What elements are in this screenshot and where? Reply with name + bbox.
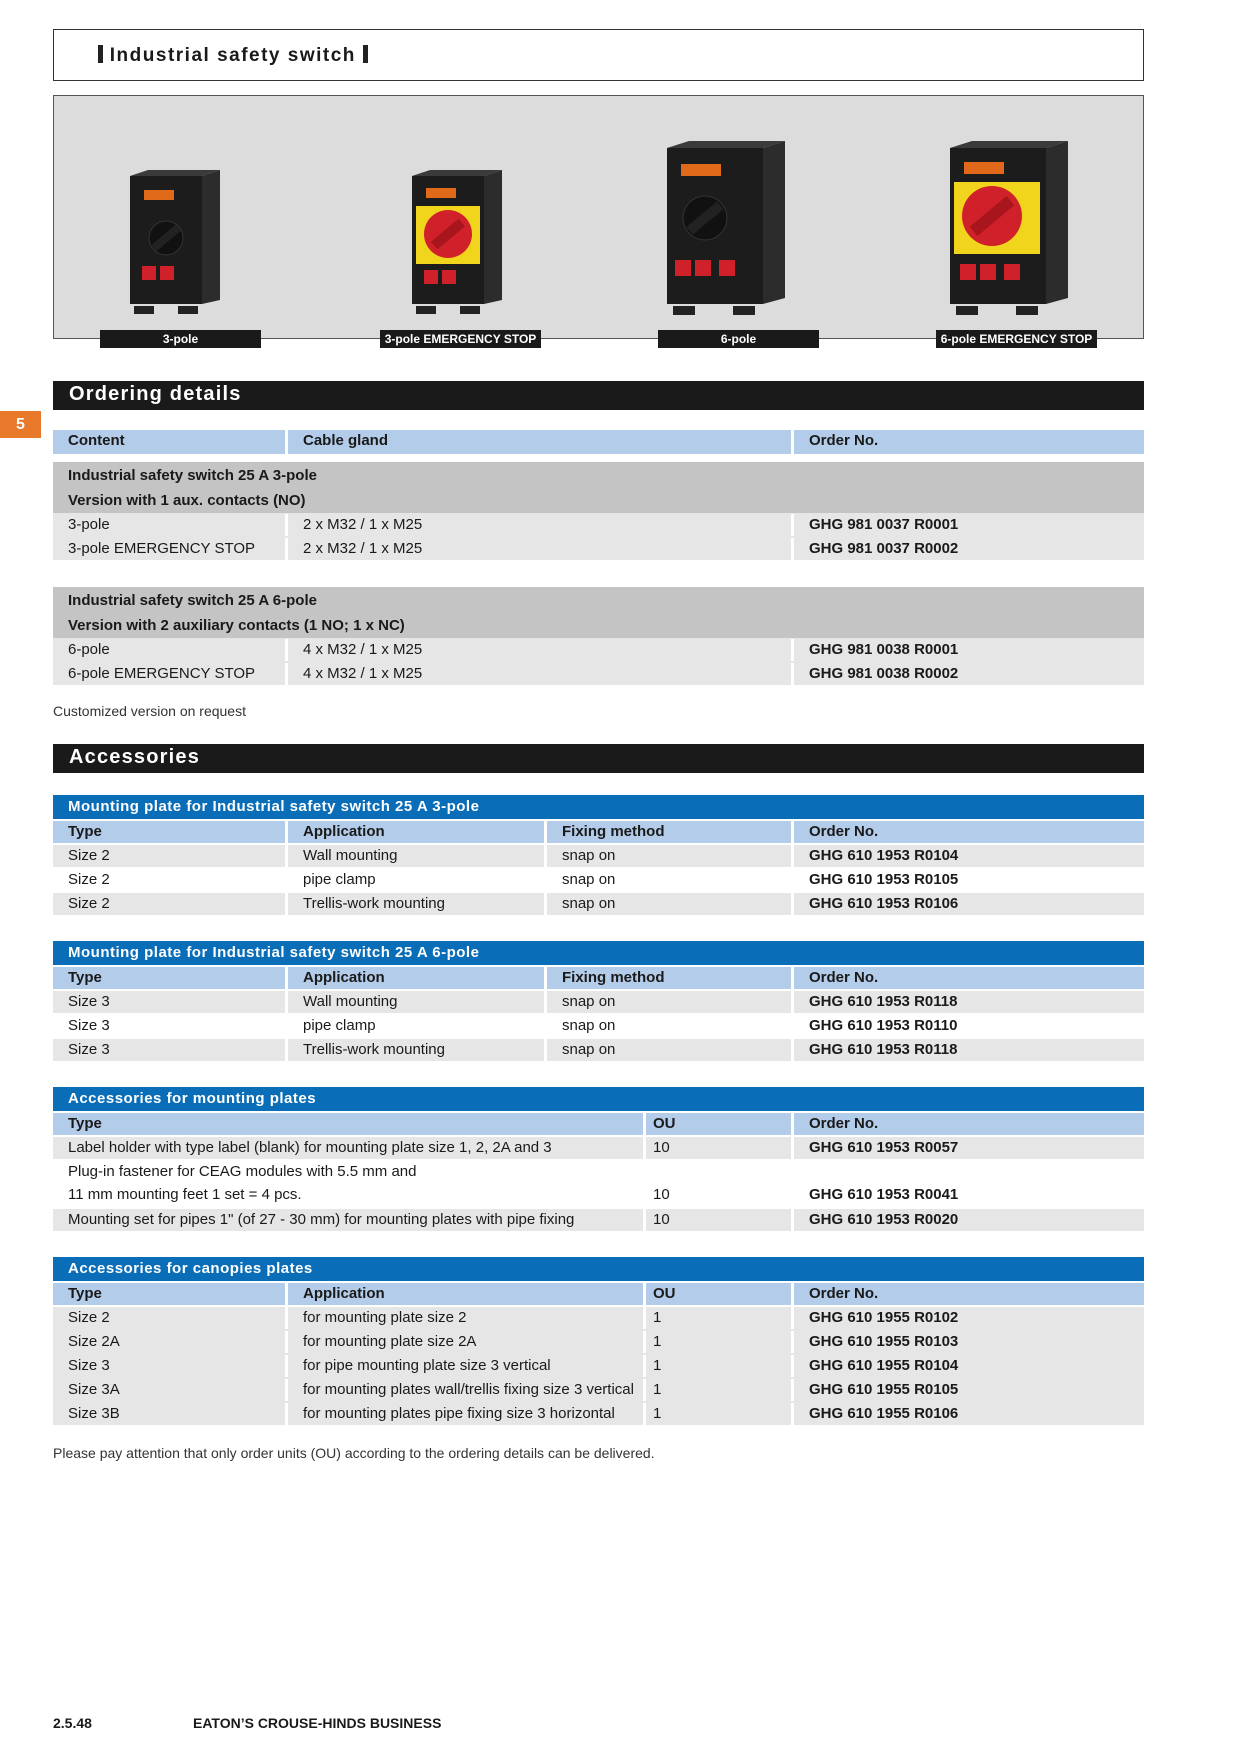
switch-3pole-emergency-image [404, 166, 509, 316]
cell-application: pipe clamp [285, 1015, 544, 1037]
column-header: Application [285, 821, 544, 843]
cell-ou: 10 [643, 1184, 791, 1206]
cell-application: for mounting plate size 2A [285, 1331, 643, 1353]
cell-cable-gland: 2 x M32 / 1 x M25 [285, 514, 791, 536]
table-row [53, 1379, 1144, 1401]
table-row [53, 1403, 1144, 1425]
cell-fixing: snap on [544, 869, 791, 891]
cell-type: Size 3B [68, 1405, 120, 1422]
table-row [53, 1209, 1144, 1231]
cell-order-no: GHG 610 1953 R0104 [791, 845, 1144, 867]
subtable-title [53, 1087, 1144, 1111]
cell-order-no: GHG 610 1953 R0105 [791, 869, 1144, 891]
cell-type: Size 3 [68, 1017, 110, 1034]
cell-order-no: GHG 610 1953 R0020 [791, 1209, 1144, 1231]
cell-application: Trellis-work mounting [285, 1039, 544, 1061]
column-header: Fixing method [544, 967, 791, 989]
product-label: 3-pole EMERGENCY STOP [380, 330, 541, 348]
group-subtitle-text: Version with 2 auxiliary contacts (1 NO; 1 x NC) [68, 617, 405, 634]
column-header: Content [68, 432, 125, 449]
cell-order-no: GHG 981 0037 R0001 [791, 514, 1144, 536]
cell-type: Size 2 [68, 895, 110, 912]
cell-ou: 10 [643, 1137, 791, 1159]
column-header: Type [68, 1285, 102, 1302]
product-label: 3-pole [100, 330, 261, 348]
cell-order-no: GHG 610 1953 R0118 [791, 1039, 1144, 1061]
column-header: OU [643, 1113, 791, 1135]
cell-fixing: snap on [544, 991, 791, 1013]
column-header: Order No. [791, 821, 1144, 843]
cell-order-no: GHG 610 1955 R0104 [791, 1355, 1144, 1377]
table-row [53, 514, 1144, 536]
group-title-text: Industrial safety switch 25 A 3-pole [68, 467, 317, 484]
title-box [53, 29, 1144, 81]
column-header: Application [285, 967, 544, 989]
table-row [53, 893, 1144, 915]
table-row [53, 991, 1144, 1013]
table-row [53, 1039, 1144, 1061]
column-header: Type [68, 823, 102, 840]
group-subtitle [53, 614, 1144, 638]
subtable-title-text: Mounting plate for Industrial safety switch 25 A 6-pole [68, 944, 480, 961]
table-row [53, 1355, 1144, 1377]
cell-order-no: GHG 610 1953 R0106 [791, 893, 1144, 915]
group-title-text: Industrial safety switch 25 A 6-pole [68, 592, 317, 609]
cell-ou: 1 [643, 1355, 791, 1377]
switch-3pole-image [122, 166, 227, 316]
cell-order-no: GHG 610 1953 R0118 [791, 991, 1144, 1013]
table-row [53, 663, 1144, 685]
cell-type: Size 3 [68, 993, 110, 1010]
chapter-tab: 5 [0, 411, 41, 438]
cell-ou: 1 [643, 1403, 791, 1425]
table-row [53, 869, 1144, 891]
product-label: 6-pole [658, 330, 819, 348]
column-header: Type [68, 969, 102, 986]
switch-6pole-image [659, 136, 794, 316]
custom-note: Customized version on request [53, 703, 246, 719]
cell-cable-gland: 4 x M32 / 1 x M25 [285, 639, 791, 661]
cell-ou: 10 [643, 1209, 791, 1231]
cell-fixing: snap on [544, 893, 791, 915]
cell-order-no: GHG 610 1955 R0106 [791, 1403, 1144, 1425]
table-row [53, 538, 1144, 560]
cell-content: 6-pole EMERGENCY STOP [68, 665, 256, 682]
cell-order-no: GHG 981 0037 R0002 [791, 538, 1144, 560]
subtable-title [53, 795, 1144, 819]
cell-application: for pipe mounting plate size 3 vertical [285, 1355, 643, 1377]
product-label: 6-pole EMERGENCY STOP [936, 330, 1097, 348]
cell-ou: 1 [643, 1307, 791, 1329]
table-row [53, 1331, 1144, 1353]
cell-type: Size 3A [68, 1381, 120, 1398]
table-row [53, 1137, 1144, 1159]
group-subtitle-text: Version with 1 aux. contacts (NO) [68, 492, 306, 509]
subtable-title-text: Accessories for canopies plates [68, 1260, 313, 1277]
cell-type: Plug-in fastener for CEAG modules with 5.5 mm and [68, 1163, 417, 1180]
cell-type: Label holder with type label (blank) for mounting plate size 1, 2, 2A and 3 [68, 1139, 552, 1156]
column-header: Order No. [791, 1283, 1144, 1305]
cell-type: Size 3 [68, 1041, 110, 1058]
group-title [53, 462, 1144, 489]
group-title [53, 587, 1144, 614]
cell-order-no: GHG 610 1955 R0102 [791, 1307, 1144, 1329]
page-title-text: Industrial safety switch [109, 45, 356, 66]
table-row [53, 1307, 1144, 1329]
cell-fixing: snap on [544, 1015, 791, 1037]
cell-application: for mounting plates pipe fixing size 3 horizontal [285, 1403, 643, 1425]
cell-order-no: GHG 610 1953 R0041 [791, 1184, 1144, 1206]
cell-application: Wall mounting [285, 991, 544, 1013]
table-header [53, 1283, 1144, 1305]
column-header: Type [68, 1115, 102, 1132]
cell-application: for mounting plates wall/trellis fixing size 3 vertical [285, 1379, 643, 1401]
group-subtitle [53, 489, 1144, 513]
table-row [53, 639, 1144, 661]
accessories-heading: Accessories [53, 744, 1144, 773]
table-header [53, 821, 1144, 843]
table-row [53, 1015, 1144, 1037]
cell-order-no: GHG 610 1955 R0103 [791, 1331, 1144, 1353]
cell-type: Size 3 [68, 1357, 110, 1374]
cell-type: Size 2 [68, 871, 110, 888]
cell-content: 3-pole EMERGENCY STOP [68, 540, 256, 557]
cell-application: for mounting plate size 2 [285, 1307, 643, 1329]
column-header: Cable gland [285, 430, 791, 454]
cell-cable-gland: 2 x M32 / 1 x M25 [285, 538, 791, 560]
cell-order-no: GHG 981 0038 R0001 [791, 639, 1144, 661]
cell-fixing: snap on [544, 845, 791, 867]
footer-brand: EATON’S CROUSE-HINDS BUSINESS [193, 1715, 442, 1731]
column-header: Order No. [791, 967, 1144, 989]
cell-application: pipe clamp [285, 869, 544, 891]
table-header [53, 1113, 1144, 1135]
page-title [98, 45, 368, 67]
column-header: Order No. [791, 430, 1144, 454]
cell-type: Size 2A [68, 1333, 120, 1350]
column-header: Fixing method [544, 821, 791, 843]
cell-order-no: GHG 610 1953 R0057 [791, 1137, 1144, 1159]
cell-application: Trellis-work mounting [285, 893, 544, 915]
cell-type: Size 2 [68, 1309, 110, 1326]
cell-content: 3-pole [68, 516, 110, 533]
cell-fixing: snap on [544, 1039, 791, 1061]
table-header [53, 430, 1144, 454]
subtable-title-text: Accessories for mounting plates [68, 1090, 317, 1107]
cell-content: 6-pole [68, 641, 110, 658]
table-header [53, 967, 1144, 989]
ordering-details-heading: Ordering details [53, 381, 1144, 410]
cell-ou: 1 [643, 1331, 791, 1353]
cell-type: Size 2 [68, 847, 110, 864]
subtable-title [53, 1257, 1144, 1281]
cell-order-no: GHG 981 0038 R0002 [791, 663, 1144, 685]
page-number: 2.5.48 [53, 1715, 92, 1731]
switch-6pole-emergency-image [942, 136, 1077, 316]
order-units-note: Please pay attention that only order units (OU) according to the ordering details can be delivered. [53, 1445, 655, 1461]
column-header: Application [285, 1283, 643, 1305]
cell-type: Mounting set for pipes 1" (of 27 - 30 mm) for mounting plates with pipe fixing [68, 1211, 575, 1228]
product-photo-panel [53, 95, 1144, 339]
cell-order-no: GHG 610 1953 R0110 [791, 1015, 1144, 1037]
column-header: Order No. [791, 1113, 1144, 1135]
cell-order-no: GHG 610 1955 R0105 [791, 1379, 1144, 1401]
cell-type-line2: 11 mm mounting feet 1 set = 4 pcs. [68, 1186, 302, 1203]
subtable-title-text: Mounting plate for Industrial safety switch 25 A 3-pole [68, 798, 480, 815]
column-header: OU [643, 1283, 791, 1305]
cell-ou: 1 [643, 1379, 791, 1401]
cell-application: Wall mounting [285, 845, 544, 867]
cell-cable-gland: 4 x M32 / 1 x M25 [285, 663, 791, 685]
table-row [53, 845, 1144, 867]
table-row [53, 1161, 1144, 1207]
subtable-title [53, 941, 1144, 965]
